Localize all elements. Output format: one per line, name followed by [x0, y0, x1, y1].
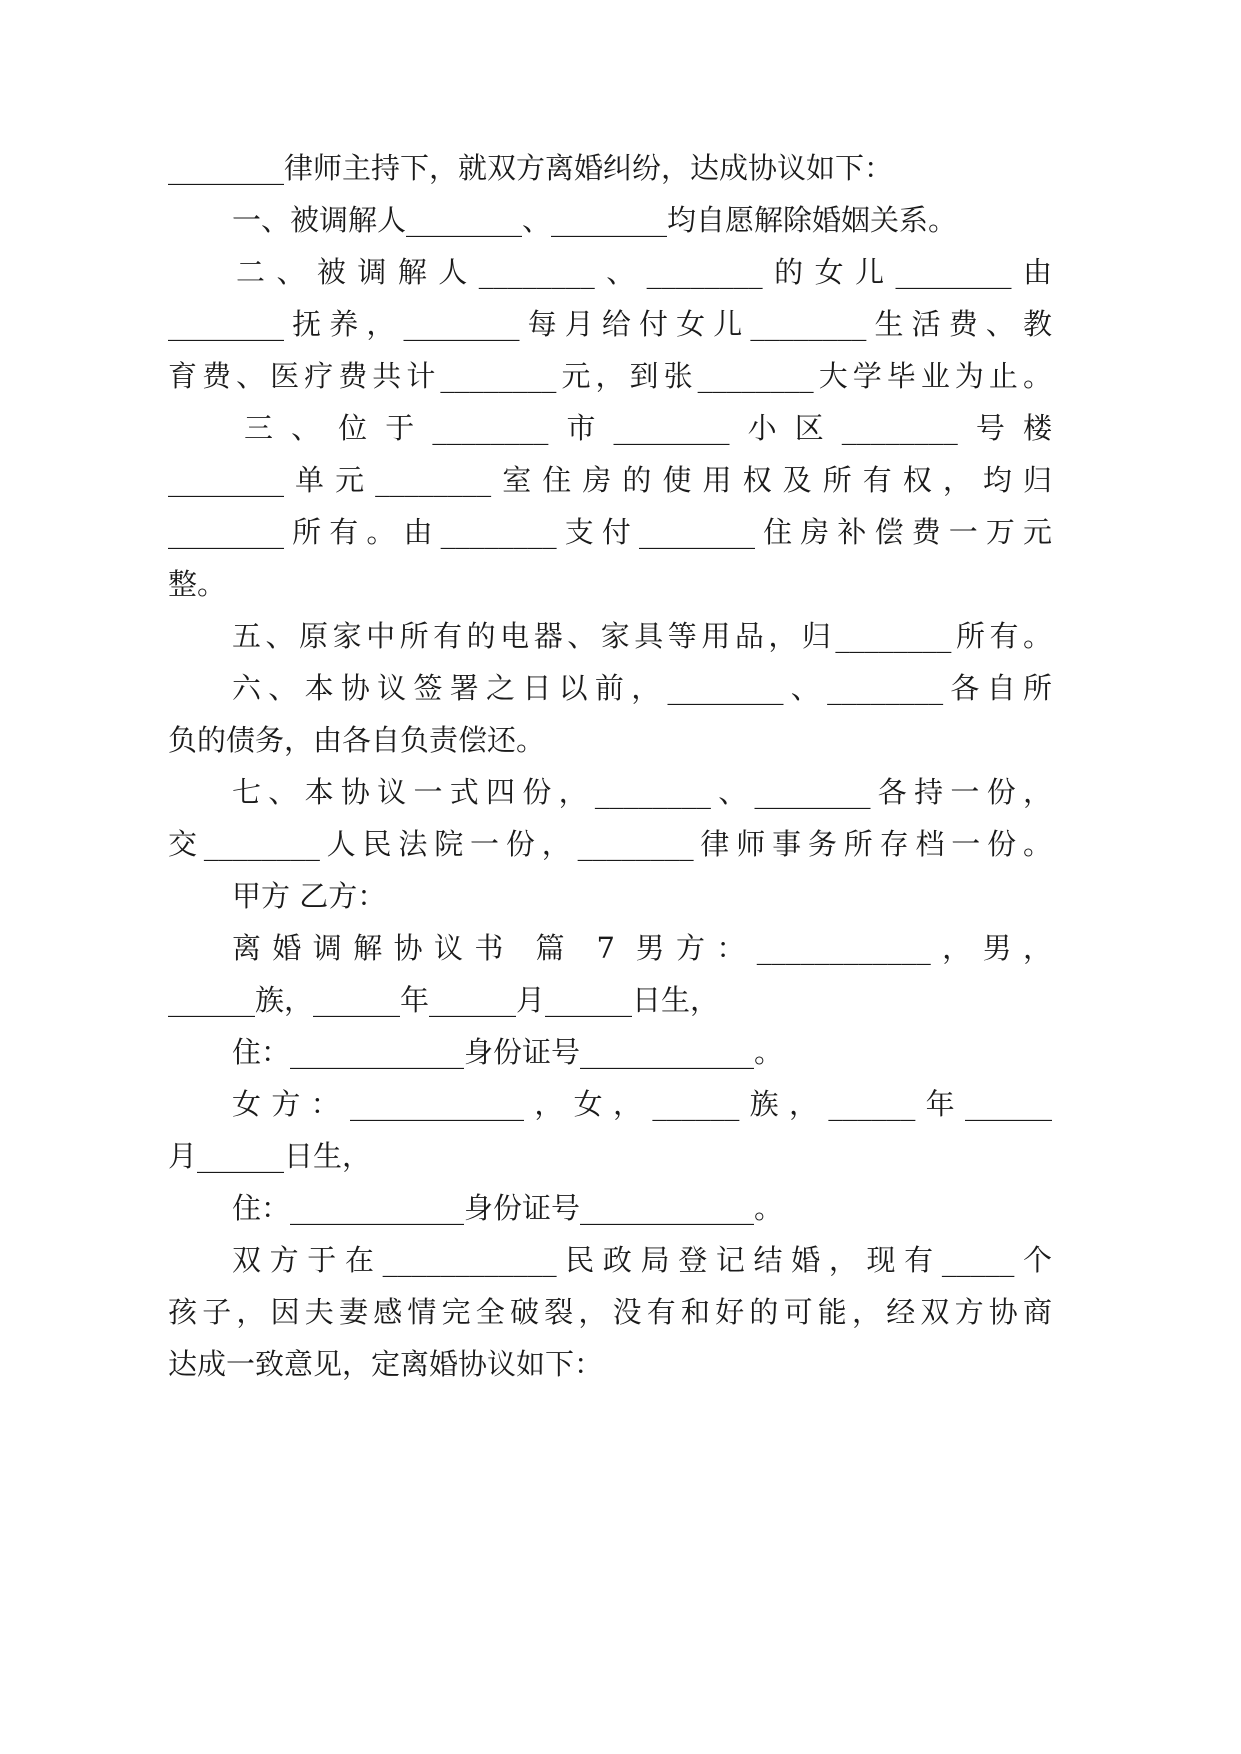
- text-line-20: 月______日生，: [168, 1139, 372, 1173]
- text-line-21: 住：____________身份证号____________。: [232, 1191, 784, 1225]
- text-line-24: 达成一致意见，定离婚协议如下：: [168, 1347, 604, 1381]
- text-line-8: ________所有。由________支付________住房补偿费一万元: [168, 515, 1052, 549]
- text-line-6: 三、位于________市________小区________号楼: [244, 411, 1052, 445]
- text-line-17: ______族，______年______月______日生，: [168, 983, 720, 1017]
- text-line-10: 五、原家中所有的电器、家具等用品，归________所有。: [232, 619, 1052, 653]
- text-line-16: 离婚调解协议书 篇 7 男方：____________，男，: [232, 931, 1052, 965]
- text-line-15: 甲方 乙方：: [232, 879, 387, 913]
- text-line-2: 一、被调解人________、________均自愿解除婚姻关系。: [232, 203, 958, 237]
- text-line-23: 孩子，因夫妻感情完全破裂，没有和好的可能，经双方协商: [168, 1295, 1052, 1329]
- text-line-5: 育费、医疗费共计________元，到张________大学毕业为止。: [168, 359, 1052, 393]
- text-line-11: 六、本协议签署之日以前，________、________各自所: [232, 671, 1052, 705]
- text-line-13: 七、本协议一式四份，________、________各持一份，: [232, 775, 1052, 809]
- text-line-22: 双方于在____________民政局登记结婚，现有_____个: [232, 1243, 1052, 1277]
- text-line-19: 女方：____________，女，______族，______年______: [232, 1087, 1052, 1121]
- text-line-1: ________律师主持下，就双方离婚纠纷，达成协议如下：: [168, 151, 894, 185]
- text-line-4: ________抚养，________每月给付女儿________生活费、教: [168, 307, 1052, 341]
- text-line-3: 二、被调解人________、________的女儿________由: [236, 255, 1052, 289]
- text-line-14: 交________人民法院一份，________律师事务所存档一份。: [168, 827, 1052, 861]
- text-line-18: 住：____________身份证号____________。: [232, 1035, 784, 1069]
- text-line-7: ________单元________室住房的使用权及所有权，均归: [168, 463, 1052, 497]
- text-line-9: 整。: [168, 567, 227, 601]
- text-line-12: 负的债务，由各自负责偿还。: [168, 723, 546, 757]
